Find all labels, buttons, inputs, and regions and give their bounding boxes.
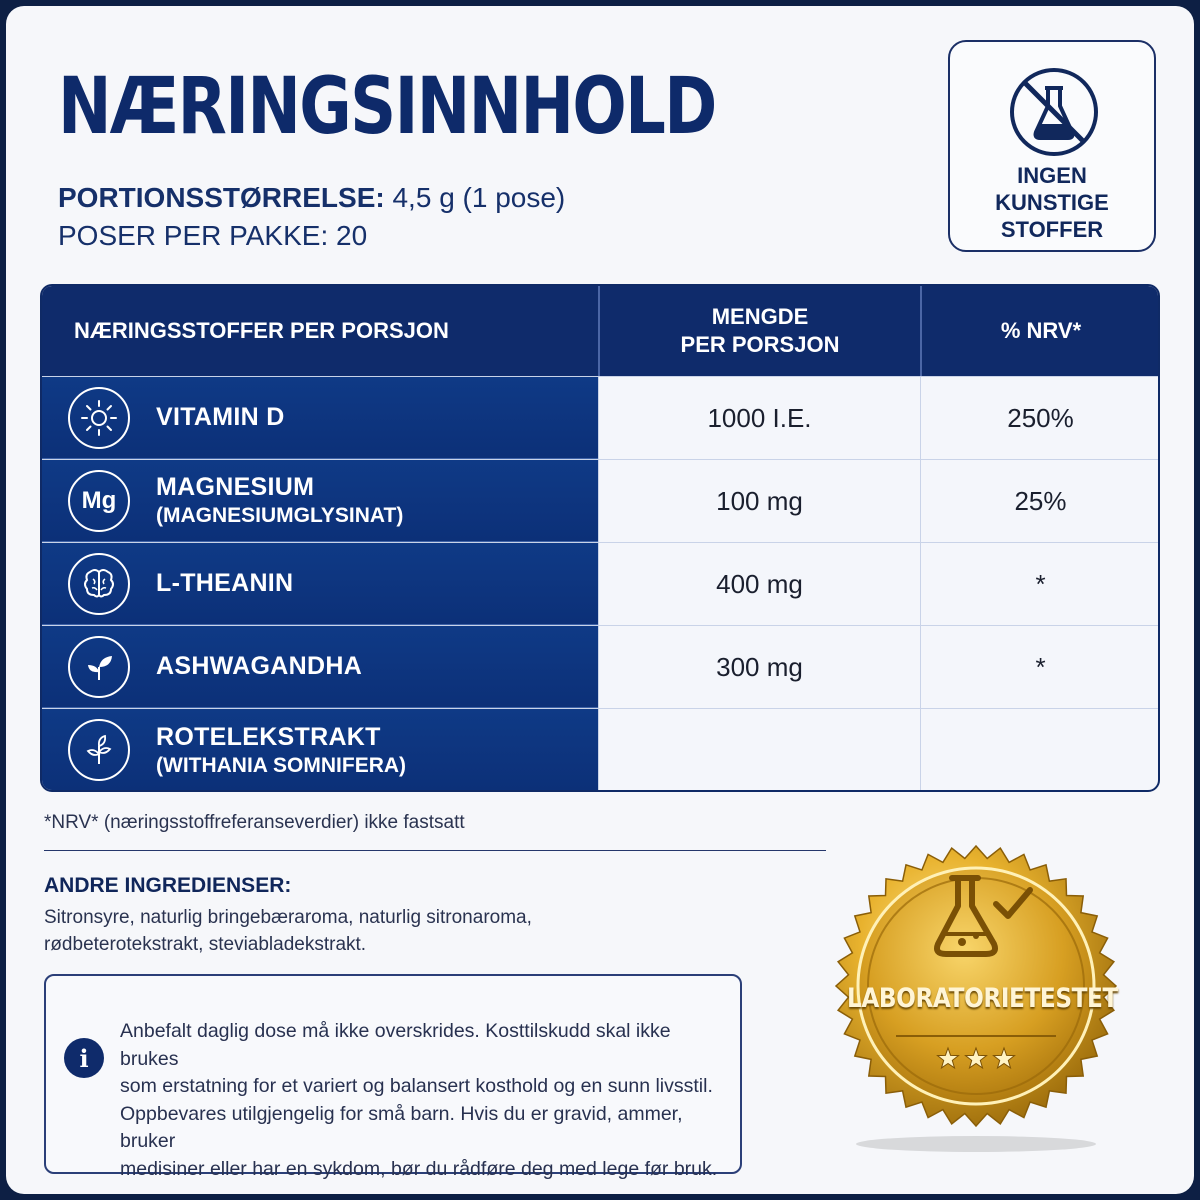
serving-size: [58, 182, 565, 214]
nrv-cell: *: [920, 543, 1160, 625]
brain-icon: [68, 553, 130, 615]
table-row: [42, 459, 1158, 542]
nutrient-cell: [42, 460, 598, 542]
table-header: [42, 286, 1158, 376]
table-row: [42, 376, 1158, 459]
badge-label: [950, 162, 1154, 243]
nutrition-table: [40, 284, 1160, 792]
nutrient-name: ASHWAGANDHA: [156, 652, 363, 680]
nrv-cell: [920, 709, 1160, 791]
warning-text: [120, 1018, 730, 1183]
info-icon: i: [64, 1038, 104, 1078]
nutrient-subname: (MAGNESIUMGLYSINAT): [156, 504, 404, 527]
no-artificial-badge: [948, 40, 1156, 252]
nrv-footnote: *NRV* (næringsstoffreferanseverdier) ikke fastsatt: [44, 812, 465, 833]
sprout-icon: [68, 719, 130, 781]
sun-icon: [68, 387, 130, 449]
header-nutrient: NÆRINGSSTOFFER PER PORSJON: [74, 318, 449, 343]
divider: [44, 850, 826, 851]
nutrition-label-page: [6, 6, 1194, 1194]
other-ingredients-title: ANDRE INGREDIENSER:: [44, 874, 292, 897]
warning-line-4: medisiner eller har en sykdom, bør du rådføre deg med lege før bruk.: [120, 1157, 718, 1180]
amount-cell: 1000 I.E.: [598, 377, 920, 459]
nutrient-cell: [42, 543, 598, 625]
nutrient-subname: (WITHANIA SOMNIFERA): [156, 753, 407, 777]
nutrient-name: ROTELEKSTRAKT: [156, 722, 381, 751]
amount-cell: 300 mg: [598, 626, 920, 708]
nrv-cell: 25%: [920, 460, 1160, 542]
warning-line-1: Anbefalt daglig dose må ikke overskrides. Kosttilskudd skal ikke brukes: [120, 1020, 671, 1070]
nrv-cell: *: [920, 626, 1160, 708]
header-amount: [598, 286, 920, 376]
nutrient-cell: [42, 626, 598, 708]
badge-line-2: KUNSTIGE: [995, 190, 1109, 215]
nutrient-name: VITAMIN D: [156, 403, 285, 431]
serving-size-value: 4,5 g (1 pose): [392, 182, 566, 213]
header-nrv: % NRV*: [920, 286, 1160, 376]
no-flask-icon: [1006, 64, 1102, 160]
warning-line-3: Oppbevares utilgjengelig for små barn. Hvis du er gravid, ammer, bruker: [120, 1102, 683, 1152]
header-amount-line-2: PER PORSJON: [680, 332, 840, 357]
seal-label: LABORATORIETESTET: [847, 983, 1118, 1014]
other-ingredients-line-2: rødbeterotekstrakt, steviabladekstrakt.: [44, 934, 367, 955]
amount-cell: 100 mg: [598, 460, 920, 542]
mg-icon: [68, 470, 130, 532]
serving-size-label: PORTIONSSTØRRELSE:: [58, 182, 385, 213]
bags-per-pack: POSER PER PAKKE: 20: [58, 220, 368, 251]
table-row: [42, 542, 1158, 625]
badge-line-3: STOFFER: [1000, 217, 1104, 242]
mg-icon-text: Mg: [81, 487, 117, 514]
warning-infobox: [44, 974, 742, 1180]
table-row: [42, 708, 1158, 791]
header-amount-line-1: MENGDE: [711, 304, 809, 329]
page-title: NÆRINGSINNHOLD: [58, 62, 716, 152]
table-row: [42, 625, 1158, 708]
amount-cell: [598, 709, 920, 791]
nutrient-name: L-THEANIN: [156, 569, 294, 597]
leaf-icon: [68, 636, 130, 698]
warning-line-2: som erstatning for et variert og balansert kosthold og en sunn livsstil.: [120, 1075, 713, 1097]
badge-line-1: INGEN: [1017, 163, 1087, 188]
nutrient-cell: [42, 709, 598, 791]
other-ingredients-text: [44, 904, 644, 958]
amount-cell: 400 mg: [598, 543, 920, 625]
nrv-cell: 250%: [920, 377, 1160, 459]
other-ingredients-line-1: Sitronsyre, naturlig bringebæraroma, naturlig sitronaroma,: [44, 907, 532, 928]
nutrient-name: MAGNESIUM: [156, 473, 315, 501]
nutrient-cell: [42, 377, 598, 459]
